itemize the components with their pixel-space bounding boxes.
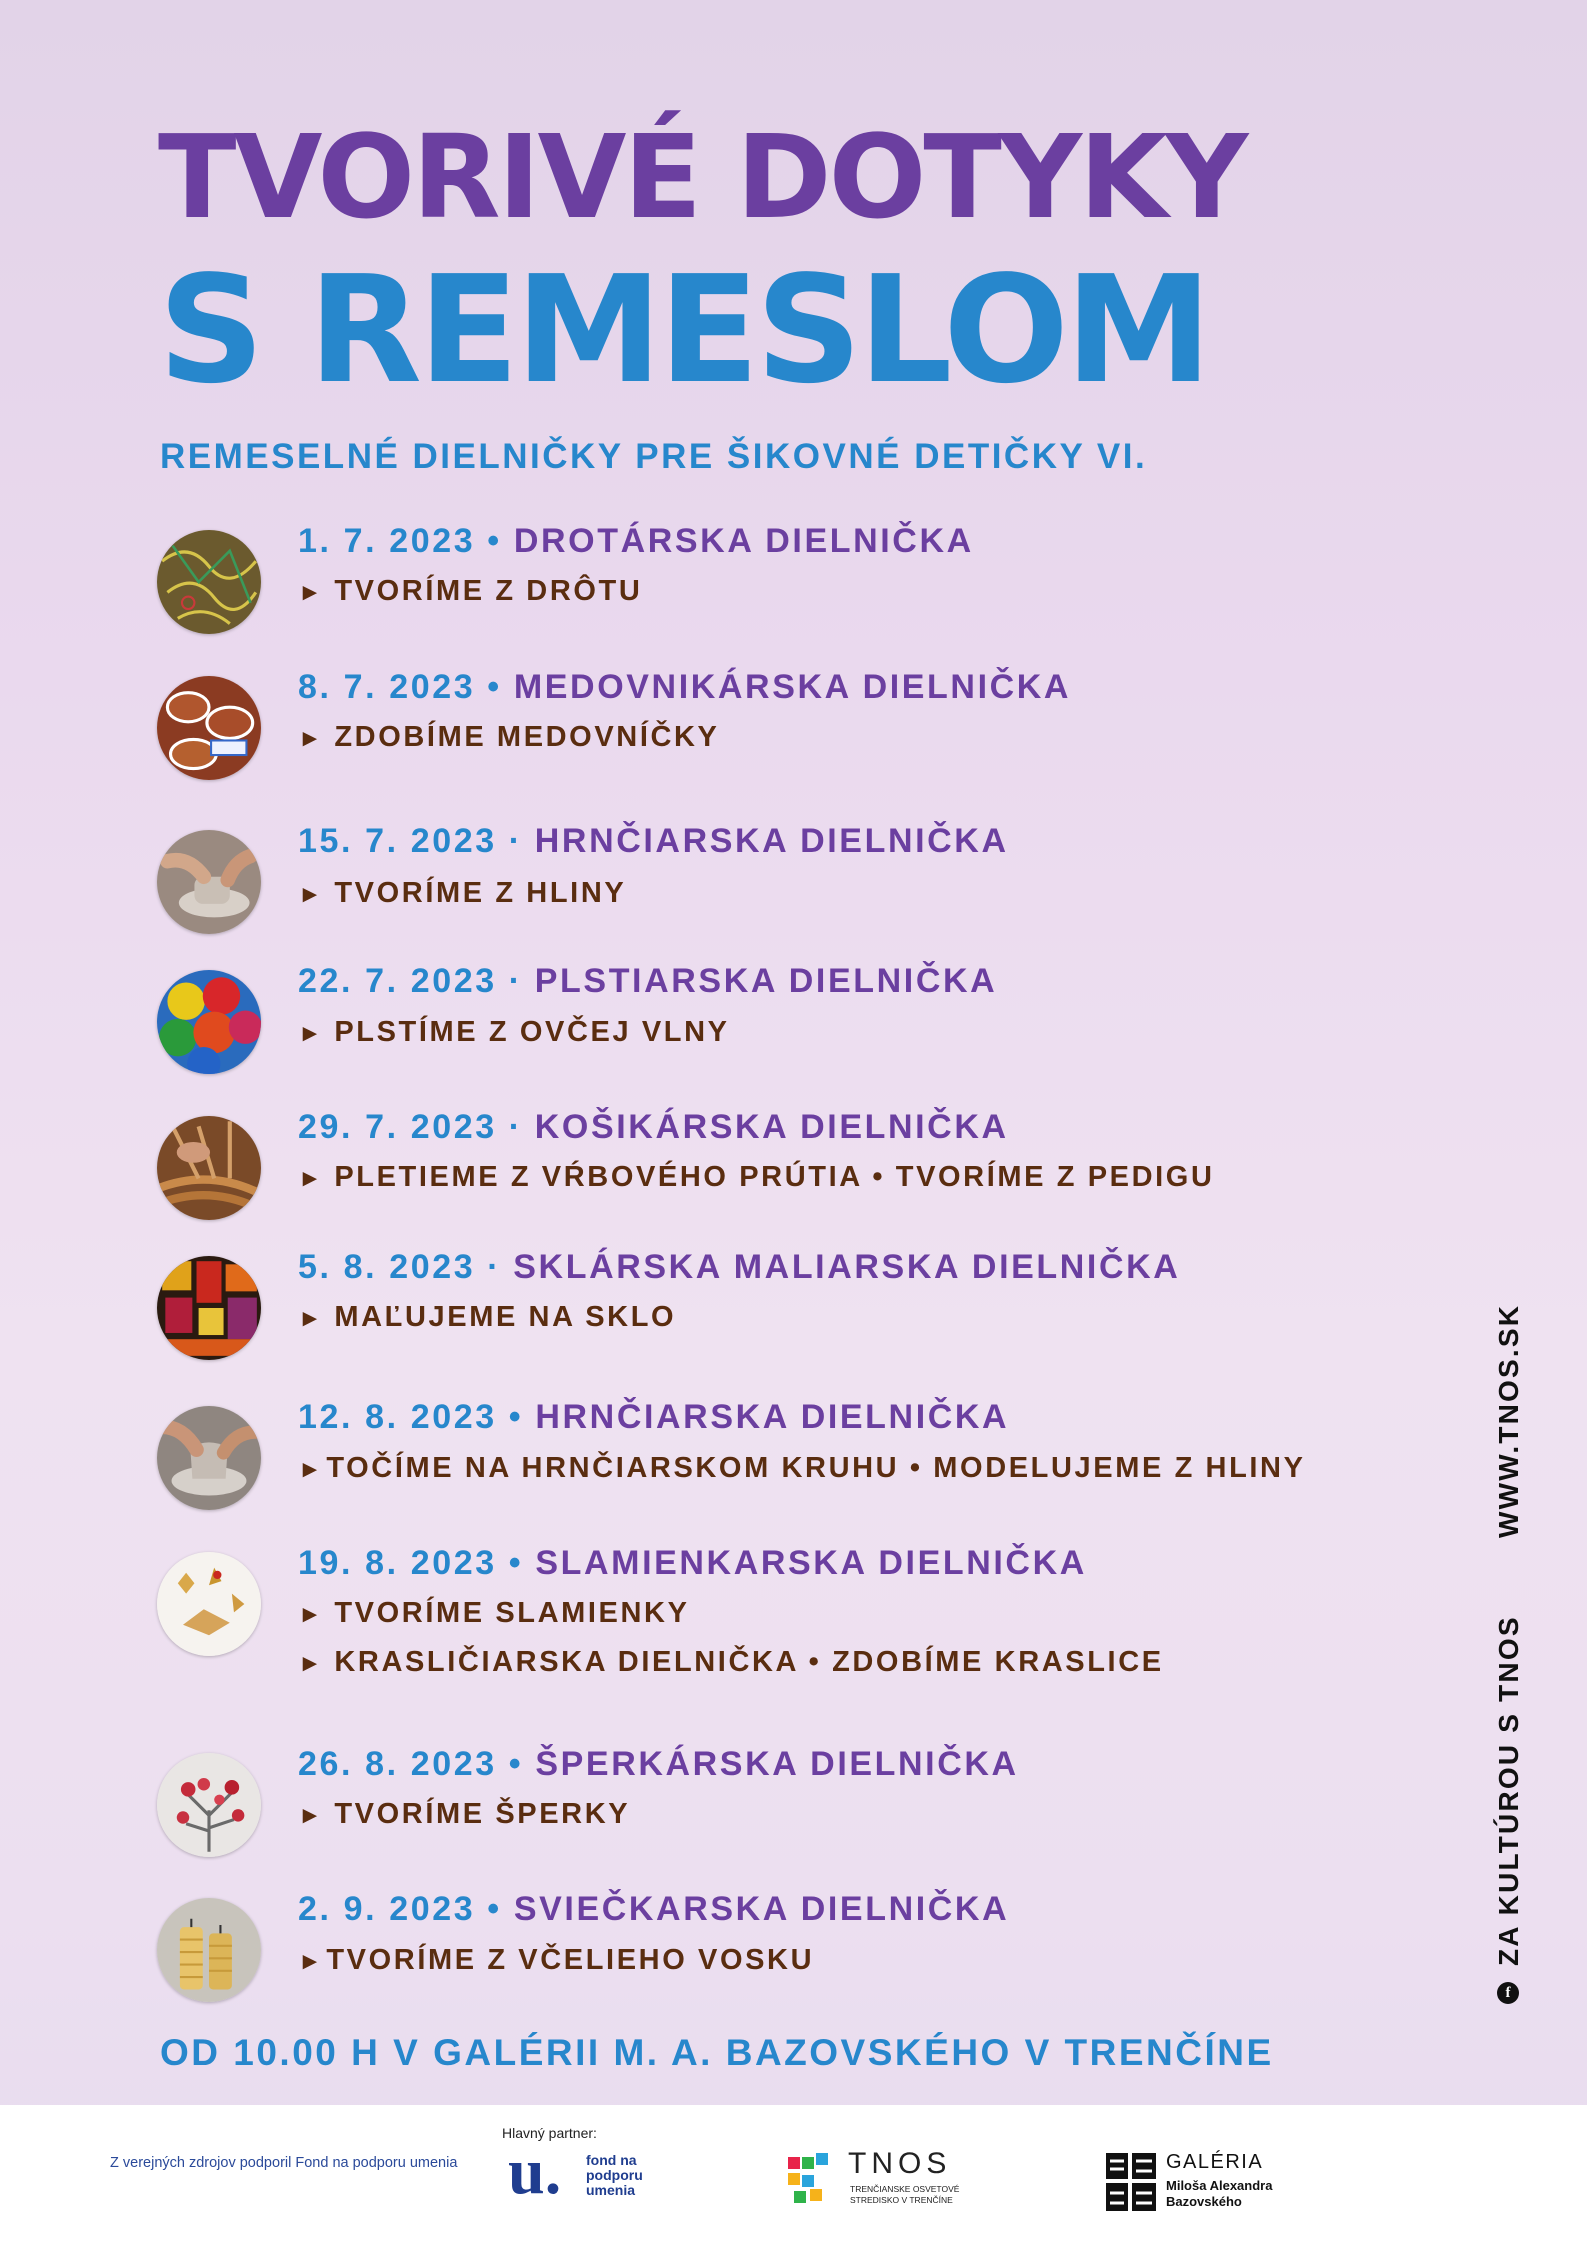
event-activity — [298, 1016, 730, 1049]
event-name: SVIEČKARSKA DIELNIČKA — [513, 1890, 1010, 1928]
arrow-icon: ► — [298, 579, 325, 606]
event-heading — [298, 668, 1071, 707]
event-separator: · — [475, 1248, 514, 1286]
event-activity — [298, 721, 720, 754]
arrow-icon: ► — [298, 725, 325, 752]
event-separator: · — [496, 1108, 535, 1146]
arrow-icon: ► — [298, 1948, 325, 1975]
venue-info: OD 10.00 H V GALÉRII M. A. BAZOVSKÉHO V TRENČÍNE — [160, 2032, 1274, 2073]
activity-text: TVORÍME Z VČELIEHO VOSKU — [326, 1944, 815, 1976]
event-name: HRNČIARSKA DIELNIČKA — [535, 1398, 1010, 1436]
event-activity — [298, 1597, 690, 1630]
event-date: 19. 8. 2023 — [298, 1544, 497, 1582]
glass-painting-photo — [157, 1256, 261, 1360]
gallery-subtitle-line: Bazovského — [1166, 2194, 1242, 2209]
straw-craft-photo — [157, 1552, 261, 1656]
tnos-logo-name: TNOS — [848, 2147, 952, 2180]
gallery-logo-icon — [1106, 2153, 1156, 2211]
beeswax-candles-photo — [157, 1898, 261, 2002]
event-activity — [298, 1944, 814, 1977]
event-heading — [298, 822, 1009, 861]
arrow-icon: ► — [298, 881, 325, 908]
event-activity — [298, 1798, 630, 1831]
event-separator: • — [496, 1745, 536, 1783]
event-name: MEDOVNIKÁRSKA DIELNIČKA — [513, 668, 1072, 706]
arrow-icon: ► — [298, 1020, 325, 1047]
arrow-icon: ► — [298, 1305, 325, 1332]
tnos-logo-subtitle: TRENČIANSKE OSVETOVÉ STREDISKO V TRENČÍNE — [850, 2184, 960, 2205]
event-separator: • — [475, 522, 514, 560]
fpu-logo-icon: u. — [508, 2135, 562, 2208]
event-heading — [298, 1745, 1019, 1784]
activity-text: PLSTÍME Z OVČEJ VLNY — [334, 1016, 730, 1048]
event-heading — [298, 1544, 1087, 1583]
gingerbread-photo — [157, 676, 261, 780]
event-name: KOŠIKÁRSKA DIELNIČKA — [534, 1108, 1009, 1146]
event-date: 22. 7. 2023 — [298, 962, 497, 1000]
activity-text: PLETIEME Z VŔBOVÉHO PRÚTIA • TVORÍME Z PEDIGU — [334, 1161, 1215, 1193]
event-date: 5. 8. 2023 — [298, 1248, 476, 1286]
event-name: SKLÁRSKA MALIARSKA DIELNIČKA — [513, 1248, 1181, 1286]
event-heading — [298, 1248, 1180, 1287]
tnos-logo-icon — [788, 2153, 828, 2205]
event-heading — [298, 1108, 1009, 1147]
arrow-icon: ► — [298, 1650, 325, 1677]
website-link[interactable]: WWW.TNOS.SK — [1493, 1303, 1524, 1538]
social-tagline: ZA KULTÚROU S TNOS — [1493, 1615, 1524, 1966]
event-date: 1. 7. 2023 — [298, 522, 476, 560]
pottery-wheel-photo — [157, 1406, 261, 1510]
event-heading — [298, 522, 974, 561]
gallery-logo-name: GALÉRIA — [1166, 2151, 1264, 2173]
event-heading — [298, 1398, 1009, 1437]
main-partner-label: Hlavný partner: — [502, 2125, 597, 2141]
event-separator: • — [496, 1544, 536, 1582]
event-separator: • — [475, 1890, 514, 1928]
basket-weaving-photo — [157, 1116, 261, 1220]
activity-text: TVORÍME SLAMIENKY — [334, 1597, 690, 1629]
activity-text: TOČÍME NA HRNČIARSKOM KRUHU • MODELUJEME Z HLINY — [326, 1452, 1306, 1484]
event-date: 29. 7. 2023 — [298, 1108, 497, 1146]
gallery-subtitle-line: Miloša Alexandra — [1166, 2178, 1273, 2193]
activity-text: ZDOBÍME MEDOVNÍČKY — [334, 721, 720, 753]
event-name: DROTÁRSKA DIELNIČKA — [513, 522, 974, 560]
event-activity — [298, 1452, 1306, 1485]
event-date: 26. 8. 2023 — [298, 1745, 497, 1783]
arrow-icon: ► — [298, 1456, 325, 1483]
event-heading — [298, 962, 997, 1001]
arrow-icon: ► — [298, 1802, 325, 1829]
activity-text: TVORÍME Z HLINY — [334, 877, 627, 909]
arrow-icon: ► — [298, 1601, 325, 1628]
event-name: ŠPERKÁRSKA DIELNIČKA — [535, 1745, 1019, 1783]
event-activity — [298, 1301, 676, 1334]
wire-craft-photo — [157, 530, 261, 634]
poster-subtitle: REMESELNÉ DIELNIČKY PRE ŠIKOVNÉ DETIČKY VI. — [160, 437, 1148, 476]
event-date: 15. 7. 2023 — [298, 822, 497, 860]
activity-text: KRASLIČIARSKA DIELNIČKA • ZDOBÍME KRASLICE — [334, 1646, 1164, 1678]
event-name: HRNČIARSKA DIELNIČKA — [534, 822, 1009, 860]
event-date: 12. 8. 2023 — [298, 1398, 497, 1436]
event-activity — [298, 1161, 1215, 1194]
gallery-logo-subtitle — [1166, 2178, 1272, 2210]
event-activity — [298, 1646, 1164, 1679]
event-activity — [298, 877, 626, 910]
jewelry-photo — [157, 1753, 261, 1857]
event-name: SLAMIENKARSKA DIELNIČKA — [535, 1544, 1087, 1582]
activity-text: TVORÍME ŠPERKY — [334, 1798, 631, 1830]
event-name: PLSTIARSKA DIELNIČKA — [534, 962, 998, 1000]
event-date: 8. 7. 2023 — [298, 668, 476, 706]
pottery-photo — [157, 830, 261, 934]
fund-support-note: Z verejných zdrojov podporil Fond na podporu umenia — [110, 2155, 458, 2171]
facebook-icon[interactable]: f — [1497, 1982, 1519, 2004]
event-separator: · — [496, 822, 535, 860]
felt-wool-photo — [157, 970, 261, 1074]
partners-bar — [0, 2105, 1587, 2245]
activity-text: TVORÍME Z DRÔTU — [334, 575, 643, 607]
event-date: 2. 9. 2023 — [298, 1890, 476, 1928]
poster-title-line2: S REMESLOM — [158, 244, 1209, 416]
event-separator: • — [475, 668, 514, 706]
fpu-logo-text: fond na podporu umenia — [586, 2152, 643, 2198]
event-separator: · — [496, 962, 535, 1000]
event-heading — [298, 1890, 1009, 1929]
event-activity — [298, 575, 642, 608]
arrow-icon: ► — [298, 1165, 325, 1192]
poster-title-line1: TVORIVÉ DOTYKY — [158, 111, 1246, 245]
activity-text: MAĽUJEME NA SKLO — [334, 1301, 677, 1333]
event-separator: • — [496, 1398, 536, 1436]
